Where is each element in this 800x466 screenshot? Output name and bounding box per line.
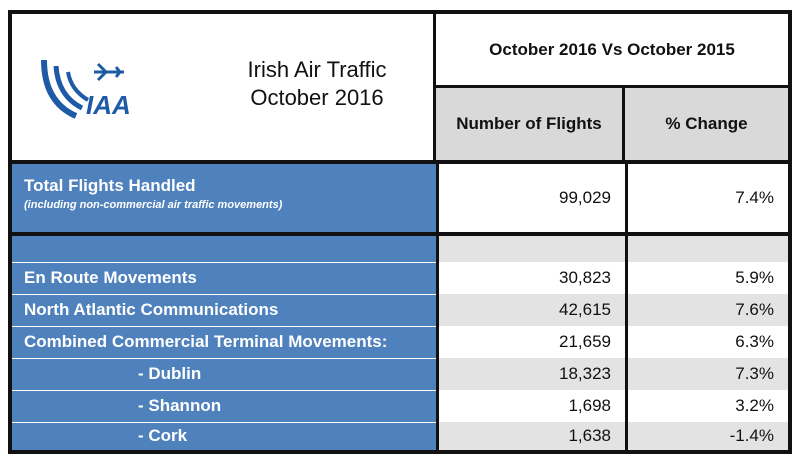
- total-label: Total Flights Handled: [24, 176, 196, 195]
- total-label-cell: [12, 164, 436, 232]
- report-title-line1: Irish Air Traffic: [247, 57, 387, 82]
- row-label: Combined Commercial Terminal Movements:: [12, 326, 436, 358]
- row-separator: [12, 422, 436, 423]
- row-label: - Shannon: [12, 390, 436, 422]
- row-label: North Atlantic Communications: [12, 294, 436, 326]
- traffic-table: [8, 10, 792, 454]
- total-flights: 99,029: [439, 164, 625, 232]
- row-flights: 18,323: [439, 358, 625, 390]
- logo-block: [12, 14, 436, 160]
- spacer-change: [628, 236, 788, 262]
- comparison-header: October 2016 Vs October 2015: [436, 14, 788, 88]
- row-flights: 1,638: [439, 422, 625, 450]
- row-separator: [12, 358, 436, 359]
- row-label: En Route Movements: [12, 262, 436, 294]
- total-change: 7.4%: [628, 164, 788, 232]
- row-flights: 1,698: [439, 390, 625, 422]
- row-flights: 30,823: [439, 262, 625, 294]
- row-change: 7.3%: [628, 358, 788, 390]
- airplane-icon: [94, 64, 124, 80]
- row-separator: [12, 294, 436, 295]
- column-separator: [625, 160, 628, 450]
- total-note: (including non-commercial air traffic movements): [24, 199, 283, 211]
- flights-column-header: Number of Flights: [436, 88, 625, 160]
- row-separator: [12, 326, 436, 327]
- row-change: 7.6%: [628, 294, 788, 326]
- row-change: 6.3%: [628, 326, 788, 358]
- spacer-label: [12, 236, 436, 262]
- report-title: [217, 56, 417, 112]
- column-separator: [436, 160, 439, 450]
- report-title-line2: October 2016: [250, 85, 384, 110]
- spacer-flights: [439, 236, 625, 262]
- row-separator: [12, 262, 436, 263]
- logo-text: IAA: [86, 90, 131, 120]
- row-flights: 42,615: [439, 294, 625, 326]
- row-label: - Cork: [12, 422, 436, 450]
- row-change: 5.9%: [628, 262, 788, 294]
- row-flights: 21,659: [439, 326, 625, 358]
- row-label: - Dublin: [12, 358, 436, 390]
- change-column-header: % Change: [625, 88, 788, 160]
- row-change: 3.2%: [628, 390, 788, 422]
- row-change: -1.4%: [628, 422, 788, 450]
- row-separator: [12, 390, 436, 391]
